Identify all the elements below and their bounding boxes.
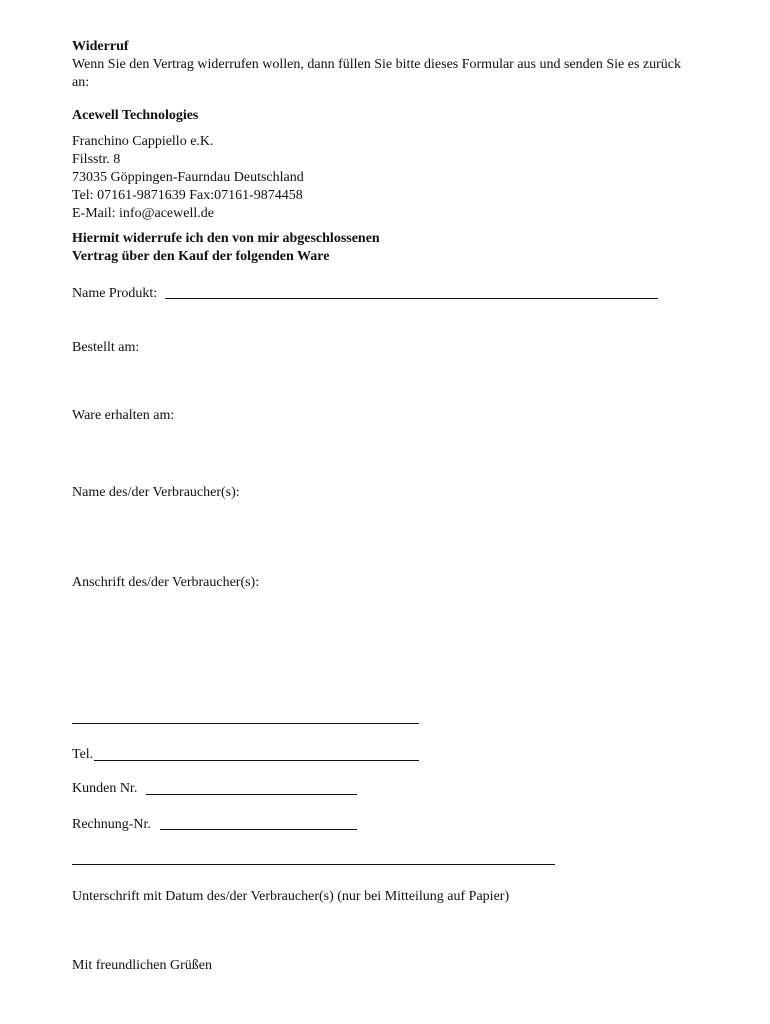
customer-no-label: Kunden Nr. — [72, 781, 138, 796]
consumer-name-label: Name des/der Verbraucher(s): — [72, 485, 240, 500]
ordered-on-label: Bestellt am: — [72, 340, 140, 355]
company-street: Filsstr. 8 — [72, 152, 121, 167]
consumer-address-label: Anschrift des/der Verbraucher(s): — [72, 575, 260, 590]
intro-text: Wenn Sie den Vertrag widerrufen wollen, dann füllen Sie bitte dieses Formular aus und senden Sie es zurück an: — [72, 57, 682, 90]
phone-label: Tel. — [72, 747, 94, 762]
signature-caption: Unterschrift mit Datum des/der Verbraucher(s) (nur bei Mitteilung auf Papier) — [72, 889, 510, 904]
product-name-line[interactable] — [165, 298, 658, 299]
product-name-label: Name Produkt: — [72, 286, 158, 301]
address-line[interactable] — [72, 723, 419, 724]
declaration-line-1: Hiermit widerrufe ich den von mir abgeschlossenen — [72, 231, 380, 246]
phone-line[interactable] — [94, 760, 419, 761]
company-phone-fax: Tel: 07161-9871639 Fax:07161-9874458 — [72, 188, 303, 203]
signature-line[interactable] — [72, 864, 555, 865]
company-owner: Franchino Cappiello e.K. — [72, 134, 214, 149]
received-on-label: Ware erhalten am: — [72, 408, 175, 423]
invoice-no-line[interactable] — [160, 829, 357, 830]
invoice-no-label: Rechnung-Nr. — [72, 817, 151, 832]
customer-no-line[interactable] — [146, 794, 357, 795]
company-city: 73035 Göppingen-Faurndau Deutschland — [72, 170, 304, 185]
company-name: Acewell Technologies — [72, 108, 199, 123]
closing-text: Mit freundlichen Grüßen — [72, 958, 212, 973]
document-heading: Widerruf — [72, 39, 129, 54]
company-email: E-Mail: info@acewell.de — [72, 206, 214, 221]
declaration-line-2: Vertrag über den Kauf der folgenden Ware — [72, 249, 330, 264]
